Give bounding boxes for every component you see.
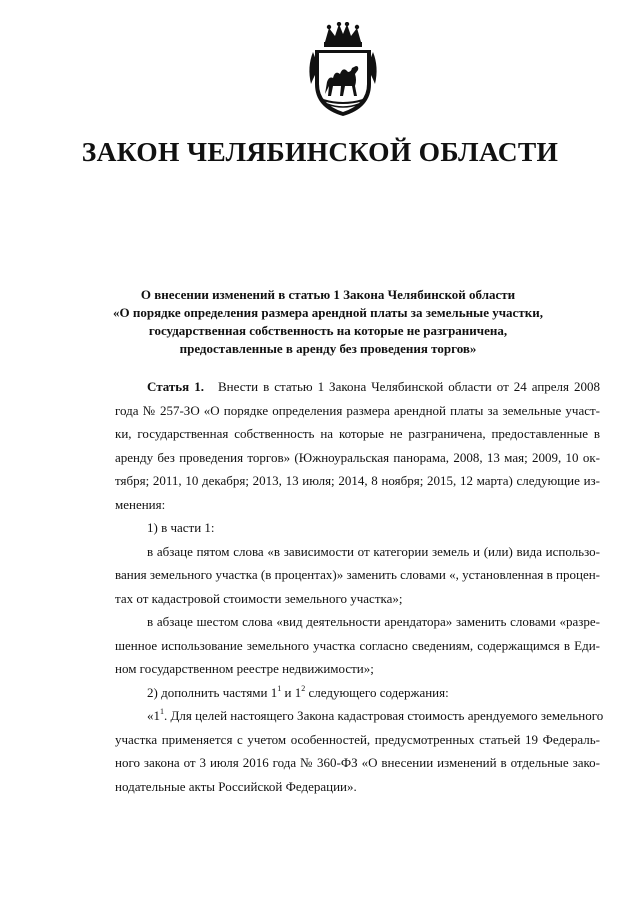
- subject-line: «О порядке определения размера арендной платы за земельные участки,: [113, 305, 543, 320]
- text-line: нодательные акты Российской Федерации».: [115, 778, 357, 794]
- text-line: тах от кадастровой стоимости земельного участка»;: [115, 590, 403, 606]
- text-line: тября; 2011, 10 декабря; 2013, 13 июля; 2014, 8 ноября; 2015, 12 марта) следующие из-: [115, 473, 600, 488]
- article-body: [115, 375, 604, 798]
- new-part-1-1: [115, 704, 604, 798]
- text-line: Внести в статью 1 Закона Челябинской области от 24 апреля 2008: [217, 379, 601, 394]
- article-intro: [115, 375, 600, 516]
- article-label: Статья 1.: [147, 379, 204, 394]
- text-line: в абзаце шестом слова «вид деятельности арендатора» заменить словами «разре-: [147, 614, 600, 629]
- paragraph-5-change: [115, 540, 600, 611]
- subject-line: государственная собственность на которые не разграничена,: [148, 323, 508, 338]
- text-line: года № 257-ЗО «О порядке определения размера арендной платы за земельные участ-: [115, 402, 600, 418]
- text-line: ного закона от 3 июля 2016 года № 360-ФЗ «О внесении изменений в отдельные зако-: [115, 755, 600, 770]
- paragraph-6-change: [115, 610, 600, 681]
- item-1: [115, 516, 600, 540]
- law-subject: [60, 286, 596, 358]
- text-line: ном государственном реестре недвижимости»;: [115, 661, 374, 676]
- text-line: вания земельного участка (в процентах)» заменить словами «, установленная в процен-: [115, 567, 600, 582]
- text-line: в абзаце пятом слова «в зависимости от категории земель и (или) вида использо-: [147, 543, 600, 559]
- text-line: ки, государственная собственность на которые не разграничена, предоставленные в: [115, 426, 600, 441]
- subject-line: О внесении изменений в статью 1 Закона Челябинской области: [140, 287, 516, 302]
- text-line: менения:: [115, 496, 166, 512]
- coat-of-arms-icon: [305, 22, 381, 118]
- text-line: аренду без проведения торгов» (Южноуральская панорама, 2008, 13 мая; 2009, 10 ок-: [115, 449, 600, 465]
- subject-line: предоставленные в аренду без проведения торгов»: [179, 341, 477, 356]
- item-2: [115, 681, 600, 705]
- law-title: ЗАКОН ЧЕЛЯБИНСКОЙ ОБЛАСТИ: [81, 136, 559, 167]
- text-line: шенное использование земельного участка согласно сведениям, содержащимся в Еди-: [115, 637, 600, 653]
- text-line: «$1^1$. Для целей настоящего Закона кадастровая стоимость арендуемого земельного: [147, 707, 604, 723]
- text-line: 2) дополнить частями $1^1$ и $1^2$ следующего содержания:: [147, 683, 449, 700]
- text-line: участка применяется с учетом особенностей, предусмотренных статьей 19 Федераль-: [115, 731, 600, 747]
- text-line: 1) в части 1:: [147, 520, 215, 535]
